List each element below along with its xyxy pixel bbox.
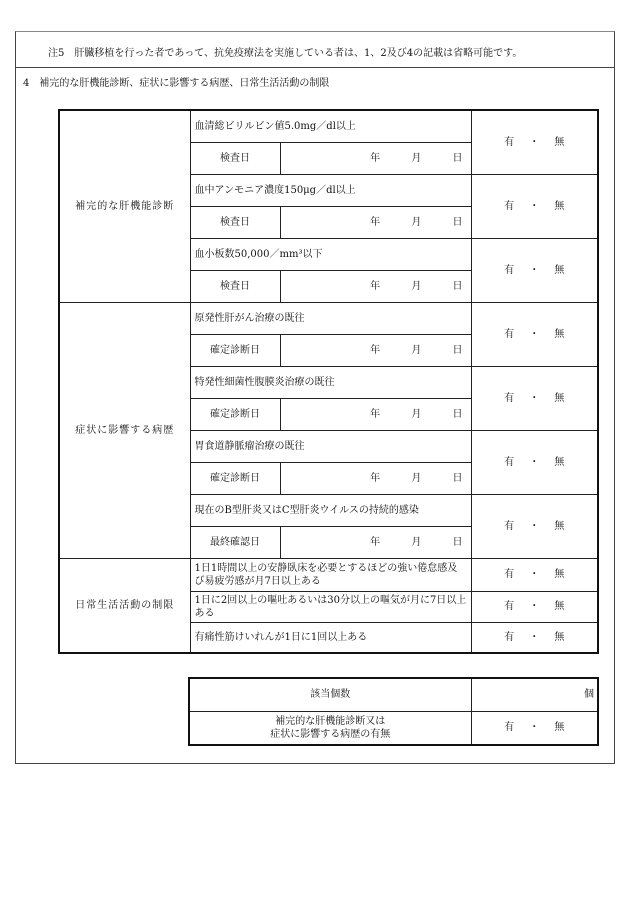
answer-bilirubin[interactable]: 有 ・ 無 <box>471 110 598 174</box>
answer-hepatitis-infection[interactable]: 有 ・ 無 <box>471 494 598 558</box>
item-liver-cancer: 原発性肝がん治療の既往 <box>190 302 471 334</box>
item-platelet: 血小板数50,000／mm³以下 <box>190 238 471 270</box>
date-field[interactable]: 年 月 日 <box>280 206 471 238</box>
answer-fatigue[interactable]: 有 ・ 無 <box>471 558 598 591</box>
category-liver: 補完的な肝機能診断 <box>59 110 190 302</box>
date-label: 検査日 <box>190 142 280 174</box>
date-field[interactable]: 年 月 日 <box>280 398 471 430</box>
date-label: 検査日 <box>190 270 280 302</box>
divider <box>15 67 615 68</box>
table-row <box>59 558 598 591</box>
answer-varices[interactable]: 有 ・ 無 <box>471 430 598 494</box>
count-label: 該当個数 <box>189 678 471 711</box>
count-unit: 個 <box>584 689 594 701</box>
presence-label <box>189 711 471 745</box>
item-vomiting: 1日に2回以上の嘔吐あるいは30分以上の嘔気が月に7日以上ある <box>190 591 471 622</box>
answer-platelet[interactable]: 有 ・ 無 <box>471 238 598 302</box>
item-hepatitis-infection: 現在のB型肝炎又はC型肝炎ウイルスの持続的感染 <box>190 494 471 526</box>
summary-table <box>188 677 599 746</box>
table-row <box>189 711 598 745</box>
category-daily: 日常生活活動の制限 <box>59 558 190 653</box>
date-field[interactable]: 年 月 日 <box>280 270 471 302</box>
date-field[interactable]: 年 月 日 <box>280 526 471 558</box>
count-field[interactable] <box>471 678 598 711</box>
date-field[interactable]: 年 月 日 <box>280 334 471 366</box>
answer-liver-cancer[interactable]: 有 ・ 無 <box>471 302 598 366</box>
item-fatigue: 1日1時間以上の安静臥床を必要とするほどの強い倦怠感及び易疲労感が月7日以上ある <box>190 558 471 591</box>
item-peritonitis: 特発性細菌性腹膜炎治療の既往 <box>190 366 471 398</box>
presence-label-line2: 症状に影響する病歴の有無 <box>270 728 391 740</box>
item-ammonia: 血中アンモニア濃度150μg／dl以上 <box>190 174 471 206</box>
presence-label-line1: 補完的な肝機能診断又は <box>275 715 386 727</box>
table-row <box>59 110 598 142</box>
answer-peritonitis[interactable]: 有 ・ 無 <box>471 366 598 430</box>
date-label: 確定診断日 <box>190 334 280 366</box>
date-label: 確定診断日 <box>190 462 280 494</box>
date-label: 最終確認日 <box>190 526 280 558</box>
answer-ammonia[interactable]: 有 ・ 無 <box>471 174 598 238</box>
assessment-table <box>58 109 599 654</box>
item-varices: 胃食道静脈瘤治療の既往 <box>190 430 471 462</box>
answer-presence[interactable]: 有 ・ 無 <box>471 711 598 745</box>
category-history: 症状に影響する病歴 <box>59 302 190 558</box>
answer-vomiting[interactable]: 有 ・ 無 <box>471 591 598 622</box>
section-4-heading: 4 補完的な肝機能診断、症状に影響する病歴、日常生活活動の制限 <box>23 78 330 89</box>
date-field[interactable]: 年 月 日 <box>280 142 471 174</box>
answer-cramps[interactable]: 有 ・ 無 <box>471 622 598 653</box>
table-row <box>59 302 598 334</box>
table-row <box>189 678 598 711</box>
item-bilirubin: 血清総ビリルビン値5.0mg／dl以上 <box>190 110 471 142</box>
item-cramps: 有痛性筋けいれんが1日に1回以上ある <box>190 622 471 653</box>
note-5: 注5 肝臓移植を行った者であって、抗免疫療法を実施している者は、1、2及び4の記載は省略可能です。 <box>48 48 523 59</box>
date-label: 検査日 <box>190 206 280 238</box>
date-field[interactable]: 年 月 日 <box>280 462 471 494</box>
date-label: 確定診断日 <box>190 398 280 430</box>
